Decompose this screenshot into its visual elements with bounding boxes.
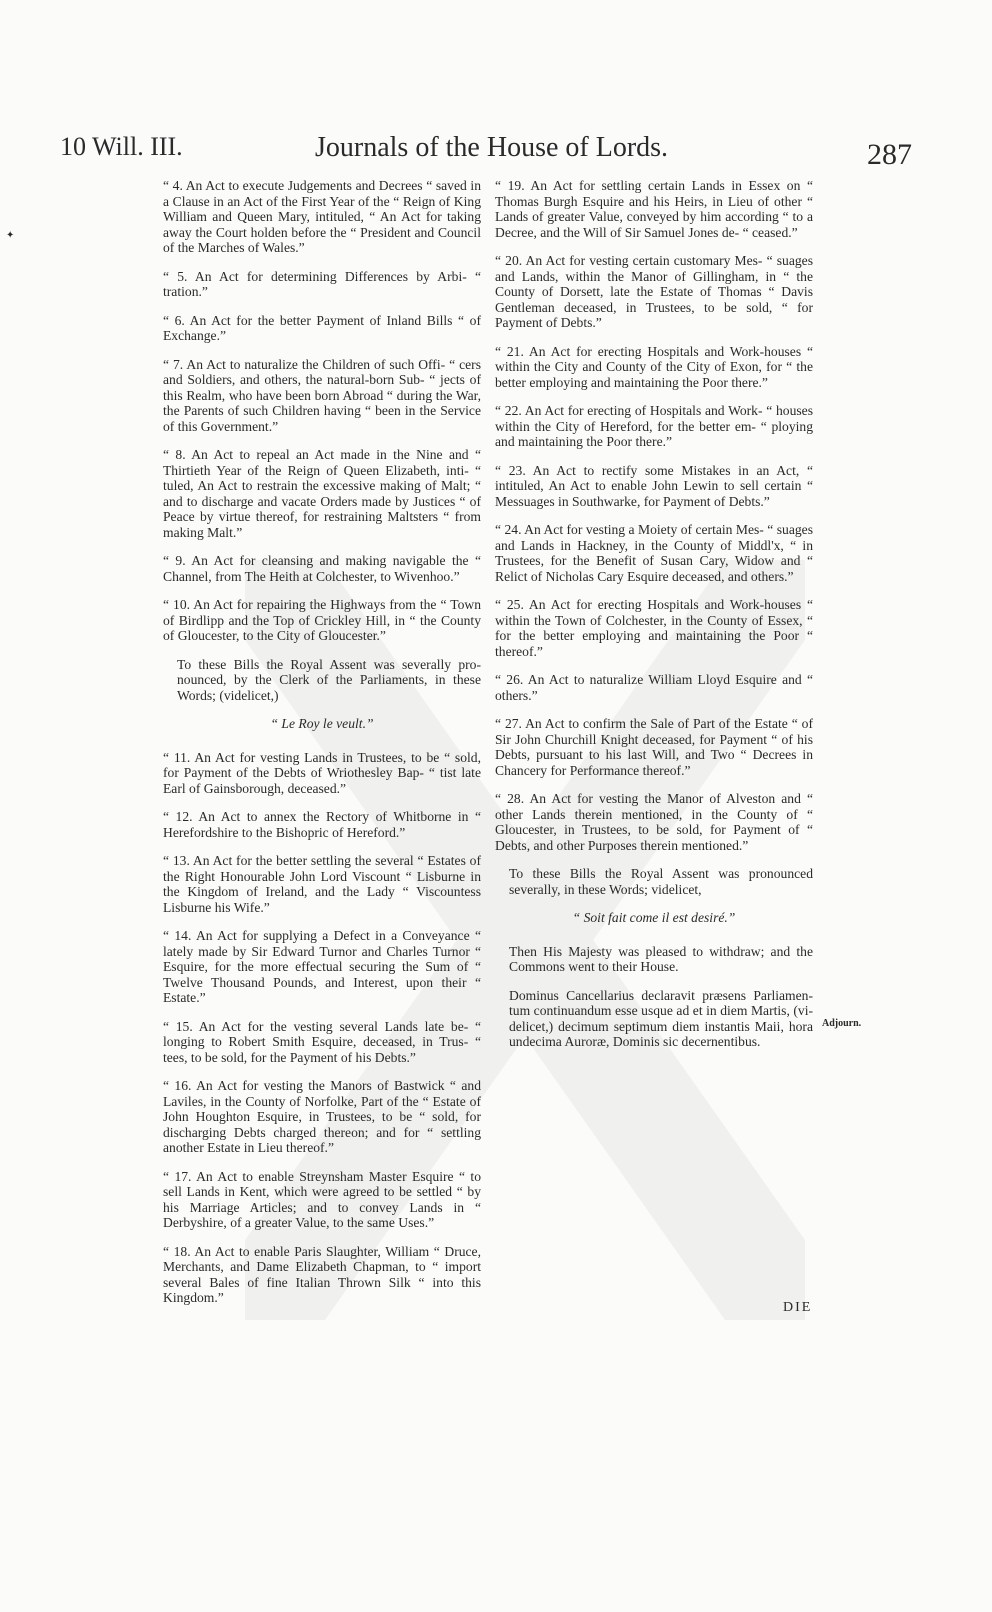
bill-4: “ 4. An Act to execute Judgements and Decrees “ saved in a Clause in an Act of the First Year of the “ Reign of King William and Queen Mary, intituled, “ An Act for taking away the Court holden before the “ President and Council of the Marches of Wales.” [163, 178, 481, 255]
royal-assent-statement-2: To these Bills the Royal Assent was pronounced severally, in these Words; videlicet, [509, 866, 813, 897]
bill-8: “ 8. An Act to repeal an Act made in the Nine and “ Thirtieth Year of the Reign of Queen Elizabeth, inti- “ tuled, An Act to restrain the excessive making of Malt; “ and to discharge and vacate Orders made by Justices “ of Peace by virtue thereof, for restraining Maltsters “ from making Malt.” [163, 447, 481, 540]
bill-21: “ 21. An Act for erecting Hospitals and Work-houses “ within the City and County of the City of Exon, for “ the better employing and maintaining the Poor there.” [495, 343, 813, 390]
bill-9: “ 9. An Act for cleansing and making navigable the “ Channel, from The Heith at Colchester, to Wivenhoo.” [163, 553, 481, 584]
regnal-year: 10 Will. III. [60, 132, 183, 161]
bill-11: “ 11. An Act for vesting Lands in Trustees, to be “ sold, for Payment of the Debts of Wriothesley Bap- “ tist late Earl of Gainsborough, deceased.” [163, 749, 481, 796]
royal-assent-statement: To these Bills the Royal Assent was severally pro- nounced, by the Clerk of the Parliaments, in these Words; (videlicet,) [177, 656, 481, 703]
bill-12: “ 12. An Act to annex the Rectory of Whitborne in “ Herefordshire to the Bishopric of Hereford.” [163, 809, 481, 840]
page-header [60, 132, 912, 176]
bill-28: “ 28. An Act for vesting the Manor of Alveston and “ other Lands therein mentioned, in the County of “ Gloucester, in Trustees, to be sold, for Payment of “ Debts, and other Purposes therein mentioned.” [495, 791, 813, 853]
bill-13: “ 13. An Act for the better settling the several “ Estates of the Right Honourable John Lord Viscount “ Lisburne in the Kingdom of Ireland, and the Lady “ Viscountess Lisburne his Wife.” [163, 853, 481, 915]
margin-mark: ✦ [6, 230, 15, 241]
royal-assent-formula-2: “ Soit fait come il est desiré.” [572, 910, 736, 925]
page-title: Journals of the House of Lords. [315, 132, 669, 163]
right-column [495, 178, 813, 1063]
bill-26: “ 26. An Act to naturalize William Lloyd Esquire and “ others.” [495, 672, 813, 703]
bill-10: “ 10. An Act for repairing the Highways from the “ Town of Birdlipp and the Top of Crickley Hill, in “ the County of Gloucester, to the City of Gloucester.” [163, 597, 481, 643]
bill-24: “ 24. An Act for vesting a Moiety of certain Mes- “ suages and Lands in Hackney, in the County of Middl'x, “ in Trustees, for the Benefit of Susan Cary, Widow and “ Relict of Nicholas Cary Esquire deceased, and others.” [495, 522, 813, 584]
bill-19: “ 19. An Act for settling certain Lands in Essex on “ Thomas Burgh Esquire and his Heirs, in Lieu of other “ Lands of greater Value, conveyed by him according “ to a Decree, and the Will of Sir Samuel Jones de- “ ceased.” [495, 178, 813, 240]
majesty-withdraws: Then His Majesty was pleased to withdraw; and the Commons went to their House. [509, 943, 813, 974]
bill-22: “ 22. An Act for erecting of Hospitals and Work- “ houses within the City of Hereford, for the better em- “ ploying and maintaining the Poor there.” [495, 403, 813, 449]
bill-14: “ 14. An Act for supplying a Defect in a Conveyance “ lately made by Sir Edward Turnor and Charles Turnor “ Esquire, for the more effectual securing the Sum of “ Twelve Thousand Pounds, and Interest, upon their “ Estate.” [163, 928, 481, 1005]
bill-25: “ 25. An Act for erecting Hospitals and Work-houses “ within the Town of Colchester, in the County of Essex, “ for the better employing and maintaining the Poor “ thereof.” [495, 597, 813, 659]
bill-27: “ 27. An Act to confirm the Sale of Part of the Estate “ of Sir John Churchill Knight deceased, for Payment “ of his Debts, pursuant to his last Will, and Two “ Decrees in Chancery for Performance thereof.” [495, 716, 813, 778]
bill-15: “ 15. An Act for the vesting several Lands late be- “ longing to Robert Smith Esquire, deceased, in Trus- “ tees, to be sold, for the Payment of his Debts.” [163, 1018, 481, 1065]
bill-7: “ 7. An Act to naturalize the Children of such Offi- “ cers and Soldiers, and others, the natural-born Sub- “ jects of this Realm, who have been born Abroad “ during the War, the Parents of such Children having “ been in the Service of this Government.” [163, 356, 481, 434]
royal-assent-formula: “ Le Roy le veult.” [270, 716, 374, 731]
bill-23: “ 23. An Act to rectify some Mistakes in an Act, “ intituled, An Act to enable John Lewin to sell certain “ Messuages in Southwarke, for Payment of Debts.” [495, 462, 813, 509]
bill-6: “ 6. An Act for the better Payment of Inland Bills “ of Exchange.” [163, 312, 481, 343]
bill-18: “ 18. An Act to enable Paris Slaughter, William “ Druce, Merchants, and Dame Elizabeth Chapman, to “ import several Bales of fine Italian Thrown Silk “ into this Kingdom.” [163, 1243, 481, 1305]
bill-20: “ 20. An Act for vesting certain customary Mes- “ suages and Lands, within the Manor of Gillingham, in “ the County of Dorsett, late the Estate of Thomas “ Davis Gentleman deceased, in Trustees, to be sold, “ for Payment of Debts.” [495, 253, 813, 330]
margin-note-adjourn: Adjourn. [822, 1018, 862, 1029]
adjournment-text: Dominus Cancellarius declaravit præsens Parliamen- tum continuandum esse usque ad et in diem Martis, (vi- delicet,) decimum septimum diem instantis Maii, hora undecima Auroræ, Dominis sic decernentibus. [509, 987, 813, 1049]
left-column [163, 178, 481, 1319]
bill-16: “ 16. An Act for vesting the Manors of Bastwick “ and Laviles, in the County of Norfolke, Part of the “ Estate of John Houghton Esquire, in Trustees, to be “ sold, for discharging Debts charged thereon; and for “ settling another Estate in Lieu thereof.” [163, 1078, 481, 1155]
catchword: DIE [783, 1300, 813, 1315]
bill-5: “ 5. An Act for determining Differences by Arbi- “ tration.” [163, 268, 481, 299]
bill-17: “ 17. An Act to enable Streynsham Master Esquire “ to sell Lands in Kent, which were agreed to be settled “ by his Marriage Articles; and to convey Lands in “ Derbyshire, of a greater Value, to the same Uses.” [163, 1168, 481, 1230]
page-number: 287 [867, 138, 912, 171]
